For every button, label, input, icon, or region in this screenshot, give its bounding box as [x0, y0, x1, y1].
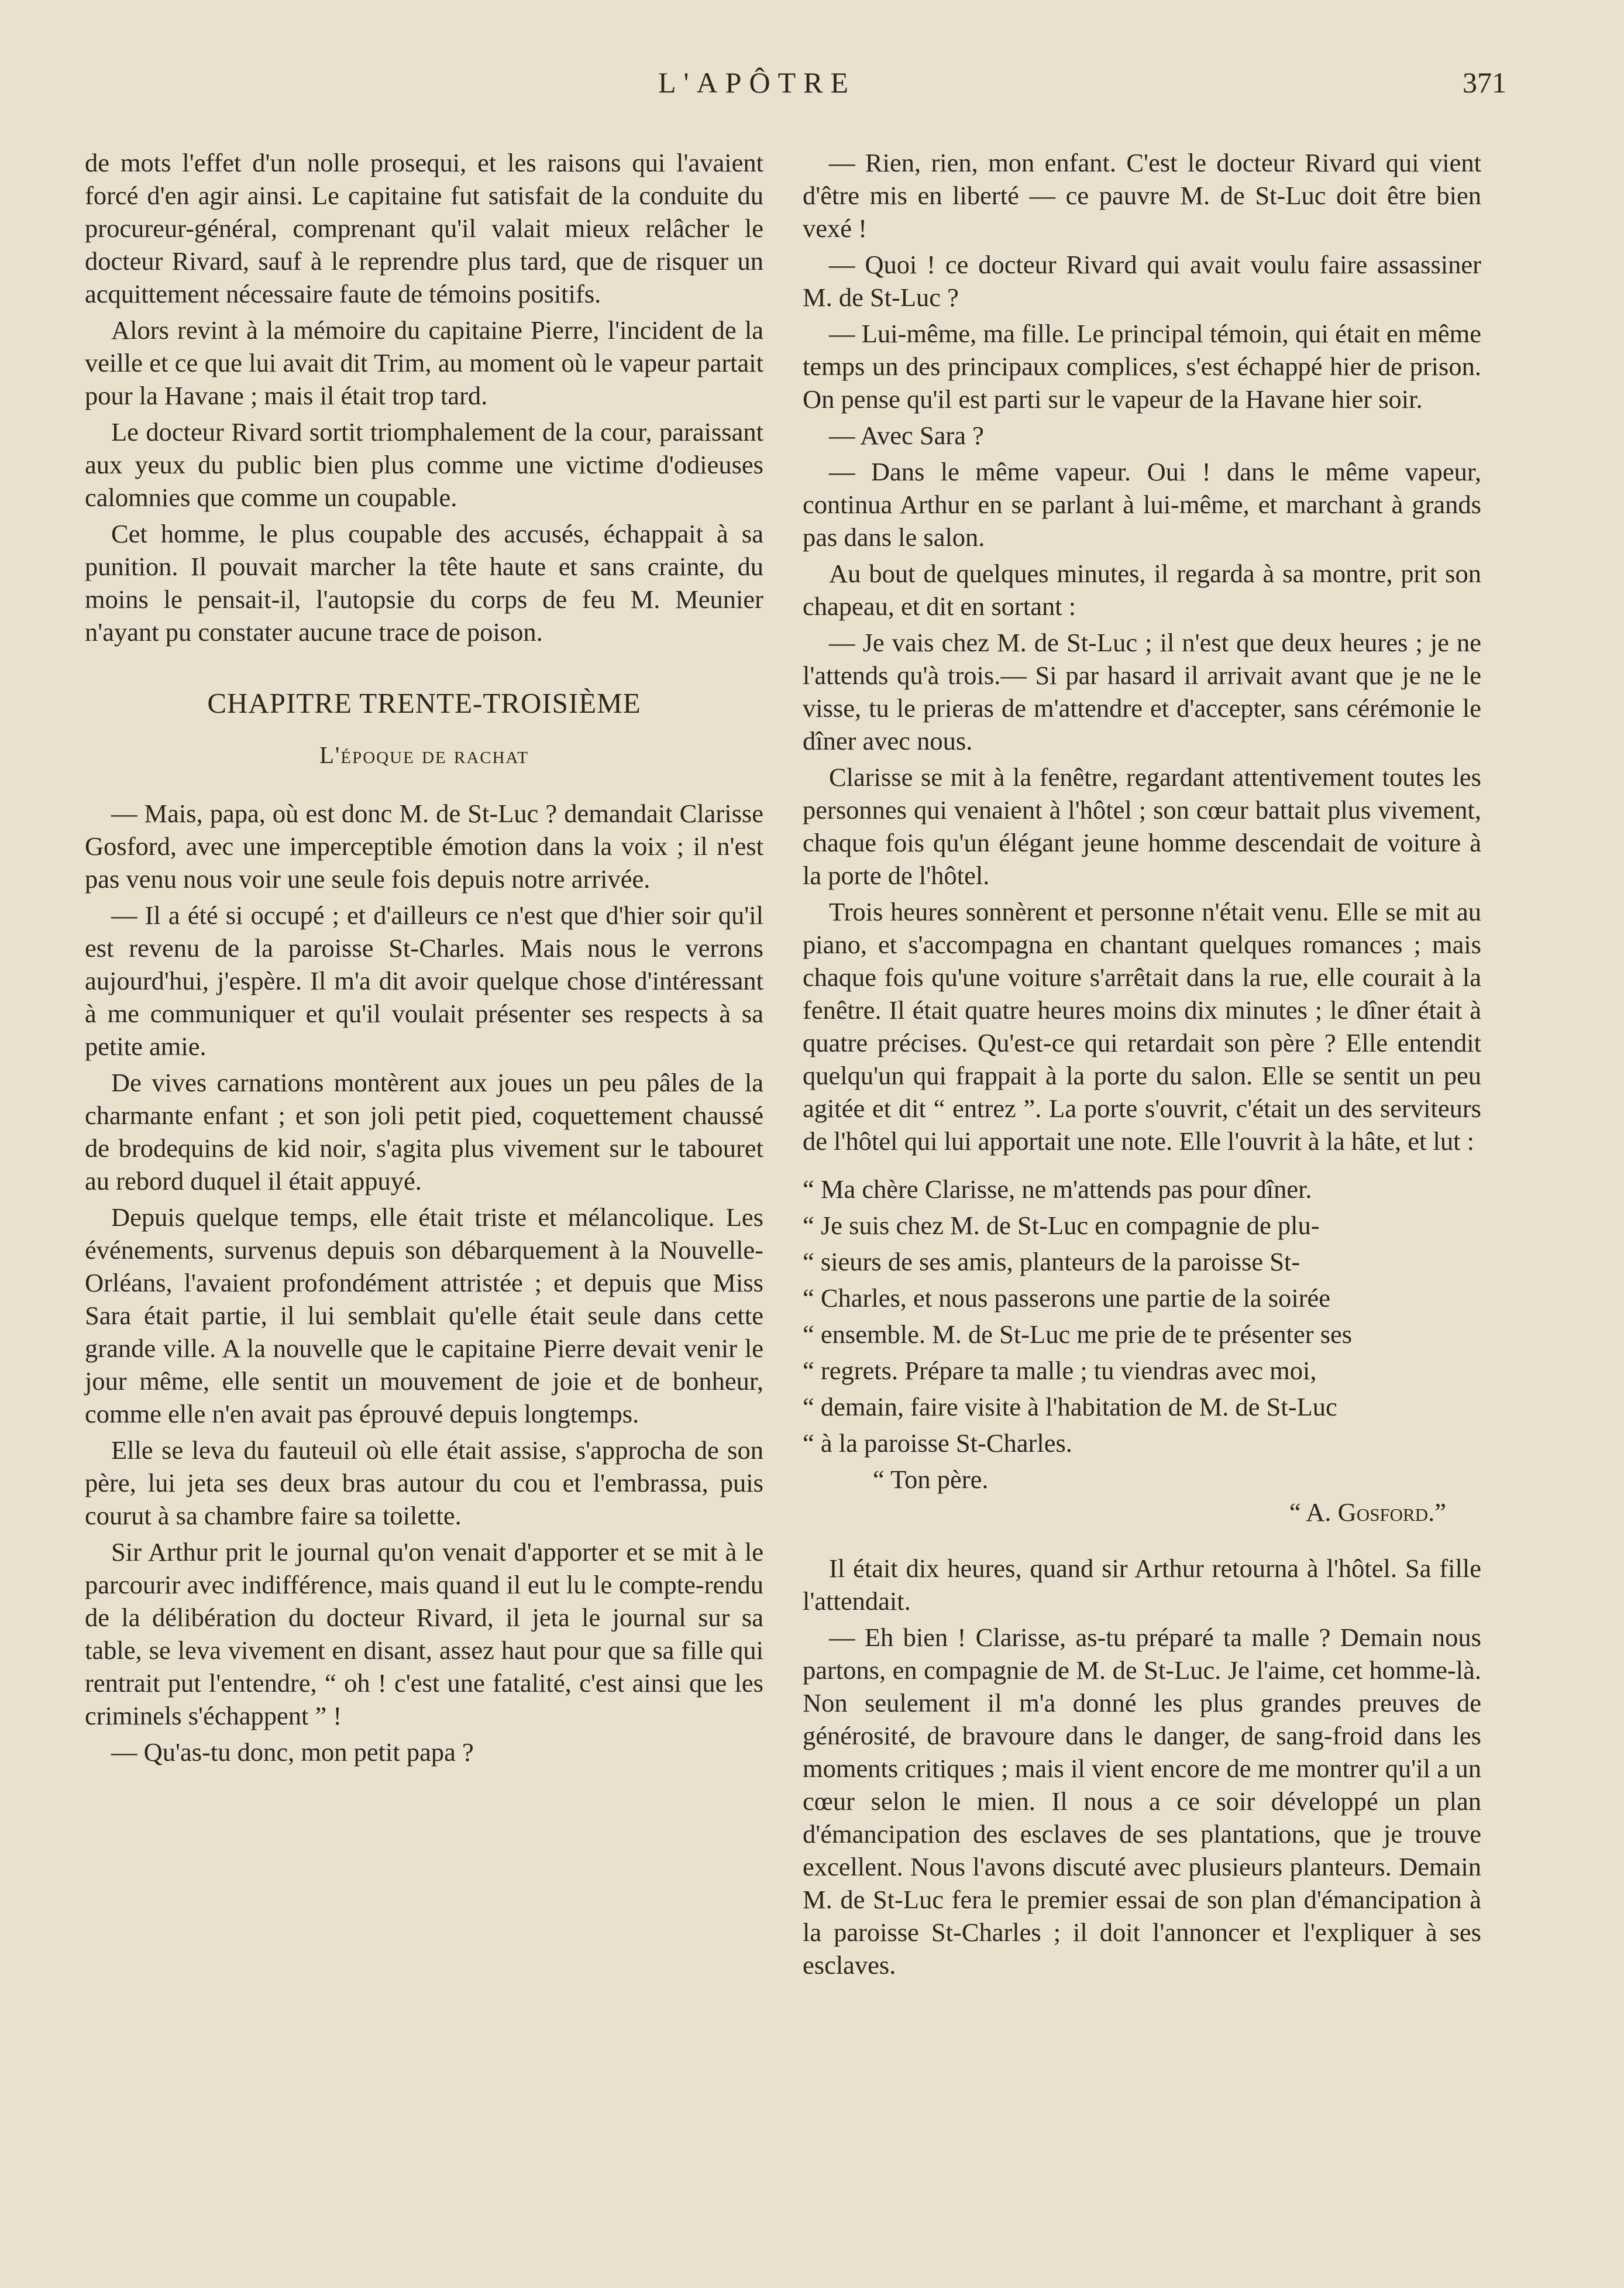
paragraph: Clarisse se mit à la fenêtre, regardant attentivement toutes les personnes qui venaient à l'hôtel ; son cœur battait plus vivement, chaque fois qu'un élégant jeune homme descendait de voiture à la porte de l'hôtel.: [803, 762, 1481, 890]
paragraph: Trois heures sonnèrent et personne n'était venu. Elle se mit au piano, et s'accompagna en chantant quelques romances ; mais chaque fois qu'une voiture s'arrêtait dans la rue, elle courait à la fenêtre. Il était quatre heures moins dix minutes ; le dîner était à quatre précises. Qu'est-ce qui retardait son père ? Elle entendit quelqu'un qui frappait à la porte du salon. Elle se sentit un peu agitée et dit “ entrez ”. La porte s'ouvrit, c'était un des serviteurs de l'hôtel qui lui apportait une note. Elle l'ouvrit à la hâte, et lut :: [803, 897, 1481, 1156]
paragraph: — Qu'as-tu donc, mon petit papa ?: [111, 1737, 474, 1767]
paragraph: Il était dix heures, quand sir Arthur retourna à l'hôtel. Sa fille l'attendait.: [803, 1554, 1481, 1616]
paragraph: Sir Arthur prit le journal qu'on venait d'apporter et se mit à le parcourir avec indifférence, mais quand il eut lu le compte-rendu de la délibération du docteur Rivard, il jeta le journal sur sa table, se leva vivement en disant, assez haut pour que sa fille qui rentrait put l'entendre, “ oh ! c'est une fatalité, c'est ainsi que les criminels s'échappent ” !: [85, 1537, 763, 1730]
paragraph: Au bout de quelques minutes, il regarda à sa montre, prit son chapeau, et dit en sortant :: [803, 559, 1481, 621]
letter: [803, 1173, 1481, 1528]
paragraph: Elle se leva du fauteuil où elle était assise, s'approcha de son père, lui jeta ses deux bras autour du cou et l'embrassa, puis courut à sa chambre faire sa toilette.: [85, 1435, 763, 1530]
paragraph: De vives carnations montèrent aux joues un peu pâles de la charmante enfant ; et son joli petit pied, coquettement chaussé de brodequins de kid noir, s'agita plus vivement sur le tabouret au rebord duquel il était appuyé.: [85, 1068, 763, 1195]
letter-line: “ Ma chère Clarisse, ne m'attends pas pour dîner.: [803, 1174, 1312, 1204]
paragraph: de mots l'effet d'un nolle prosequi, et les raisons qui l'avaient forcé d'en agir ainsi. Le capitaine fut satisfait de la conduite du procureur-général, comprenant qu'il valait mieux relâcher le docteur Rivard, sauf à le reprendre plus tard, que de risquer un acquittement nécessaire faute de témoins positifs.: [85, 148, 763, 308]
paragraph: Depuis quelque temps, elle était triste et mélancolique. Les événements, survenus depuis son débarquement à la Nouvelle-Orléans, l'avaient profondément attristée ; et depuis que Miss Sara était partie, il lui semblait qu'elle était seule dans cette grande ville. A la nouvelle que le capitaine Pierre devait venir le jour même, elle sentit un mouvement de joie et de bonheur, comme elle n'en avait pas éprouvé depuis longtemps.: [85, 1203, 763, 1428]
paragraph: — Je vais chez M. de St-Luc ; il n'est que deux heures ; je ne l'attends qu'à trois.— Si par hasard il arrivait avant que je ne le visse, tu le prieras de m'attendre et d'accepter, sans cérémonie le dîner avec nous.: [803, 628, 1481, 755]
letter-line: “ Charles, et nous passerons une partie de la soirée: [803, 1283, 1331, 1313]
paragraph: — Mais, papa, où est donc M. de St-Luc ? demandait Clarisse Gosford, avec une imperceptible émotion dans la voix ; il n'est pas venu nous voir une seule fois depuis notre arrivée.: [85, 799, 763, 894]
left-column: [85, 146, 763, 1772]
letter-close: “ Ton père.: [873, 1465, 989, 1494]
running-title: L'APÔTRE: [658, 66, 856, 99]
letter-line: “ demain, faire visite à l'habitation de M. de St-Luc: [803, 1392, 1337, 1421]
paragraph: Cet homme, le plus coupable des accusés, échappait à sa punition. Il pouvait marcher la tête haute et sans crainte, du moins le pensait-il, l'autopsie du corps de feu M. Meunier n'ayant pu constater aucune trace de poison.: [85, 519, 763, 647]
chapter-title: CHAPITRE TRENTE-TROISIÈME: [207, 687, 641, 719]
paragraph: — Eh bien ! Clarisse, as-tu préparé ta malle ? Demain nous partons, en compagnie de M. de St-Luc. Je l'aime, cet homme-là. Non seulement il m'a donné les plus grandes preuves de générosité, de bravoure dans le danger, de sang-froid dans les moments critiques ; mais il vient encore de me montrer qu'il a un cœur selon le mien. Il nous a ce soir développé un plan d'émancipation des esclaves de ses plantations, que je trouve excellent. Nous l'avons discuté avec plusieurs planteurs. Demain M. de St-Luc fera le premier essai de son plan d'émancipation à la paroisse St-Charles ; il doit l'annoncer et l'expliquer à ses esclaves.: [803, 1623, 1481, 1980]
paragraph: — Il a été si occupé ; et d'ailleurs ce n'est que d'hier soir qu'il est revenu de la paroisse St-Charles. Mais nous le verrons aujourd'hui, j'espère. Il m'a dit avoir quelque chose d'intéressant à me communiquer et qu'il voulait présenter ses respects à sa petite amie.: [85, 901, 763, 1061]
paragraph: — Rien, rien, mon enfant. C'est le docteur Rivard qui vient d'être mis en liberté — ce pauvre M. de St-Luc doit être bien vexé !: [803, 148, 1481, 243]
letter-line: “ Je suis chez M. de St-Luc en compagnie de plu-: [803, 1211, 1320, 1240]
letter-line: “ ensemble. M. de St-Luc me prie de te présenter ses: [803, 1320, 1353, 1349]
letter-signature: “ A. Gosford.”: [1289, 1497, 1446, 1527]
page-number: 371: [1463, 66, 1506, 99]
paragraph: Alors revint à la mémoire du capitaine Pierre, l'incident de la veille et ce que lui avait dit Trim, au moment où le vapeur partait pour la Havane ; mais il était trop tard.: [85, 315, 763, 410]
letter-line: “ sieurs de ses amis, planteurs de la paroisse St-: [803, 1247, 1300, 1276]
letter-line: “ à la paroisse St-Charles.: [803, 1428, 1072, 1458]
letter-line: “ regrets. Prépare ta malle ; tu viendras avec moi,: [803, 1356, 1317, 1385]
paragraph: — Dans le même vapeur. Oui ! dans le même vapeur, continua Arthur en se parlant à lui-même, et marchant à grands pas dans le salon.: [803, 457, 1481, 552]
paragraph: — Quoi ! ce docteur Rivard qui avait voulu faire assassiner M. de St-Luc ?: [803, 250, 1481, 312]
paragraph: Le docteur Rivard sortit triomphalement de la cour, paraissant aux yeux du public bien plus comme une victime d'odieuses calomnies que comme un coupable.: [85, 417, 763, 512]
paragraph: — Lui-même, ma fille. Le principal témoin, qui était en même temps un des principaux complices, s'est échappé hier de prison. On pense qu'il est parti sur le vapeur de la Havane hier soir.: [803, 319, 1481, 414]
paragraph: — Avec Sara ?: [829, 421, 984, 450]
chapter-subtitle: L'époque de rachat: [319, 741, 529, 768]
right-column: [803, 146, 1481, 1985]
